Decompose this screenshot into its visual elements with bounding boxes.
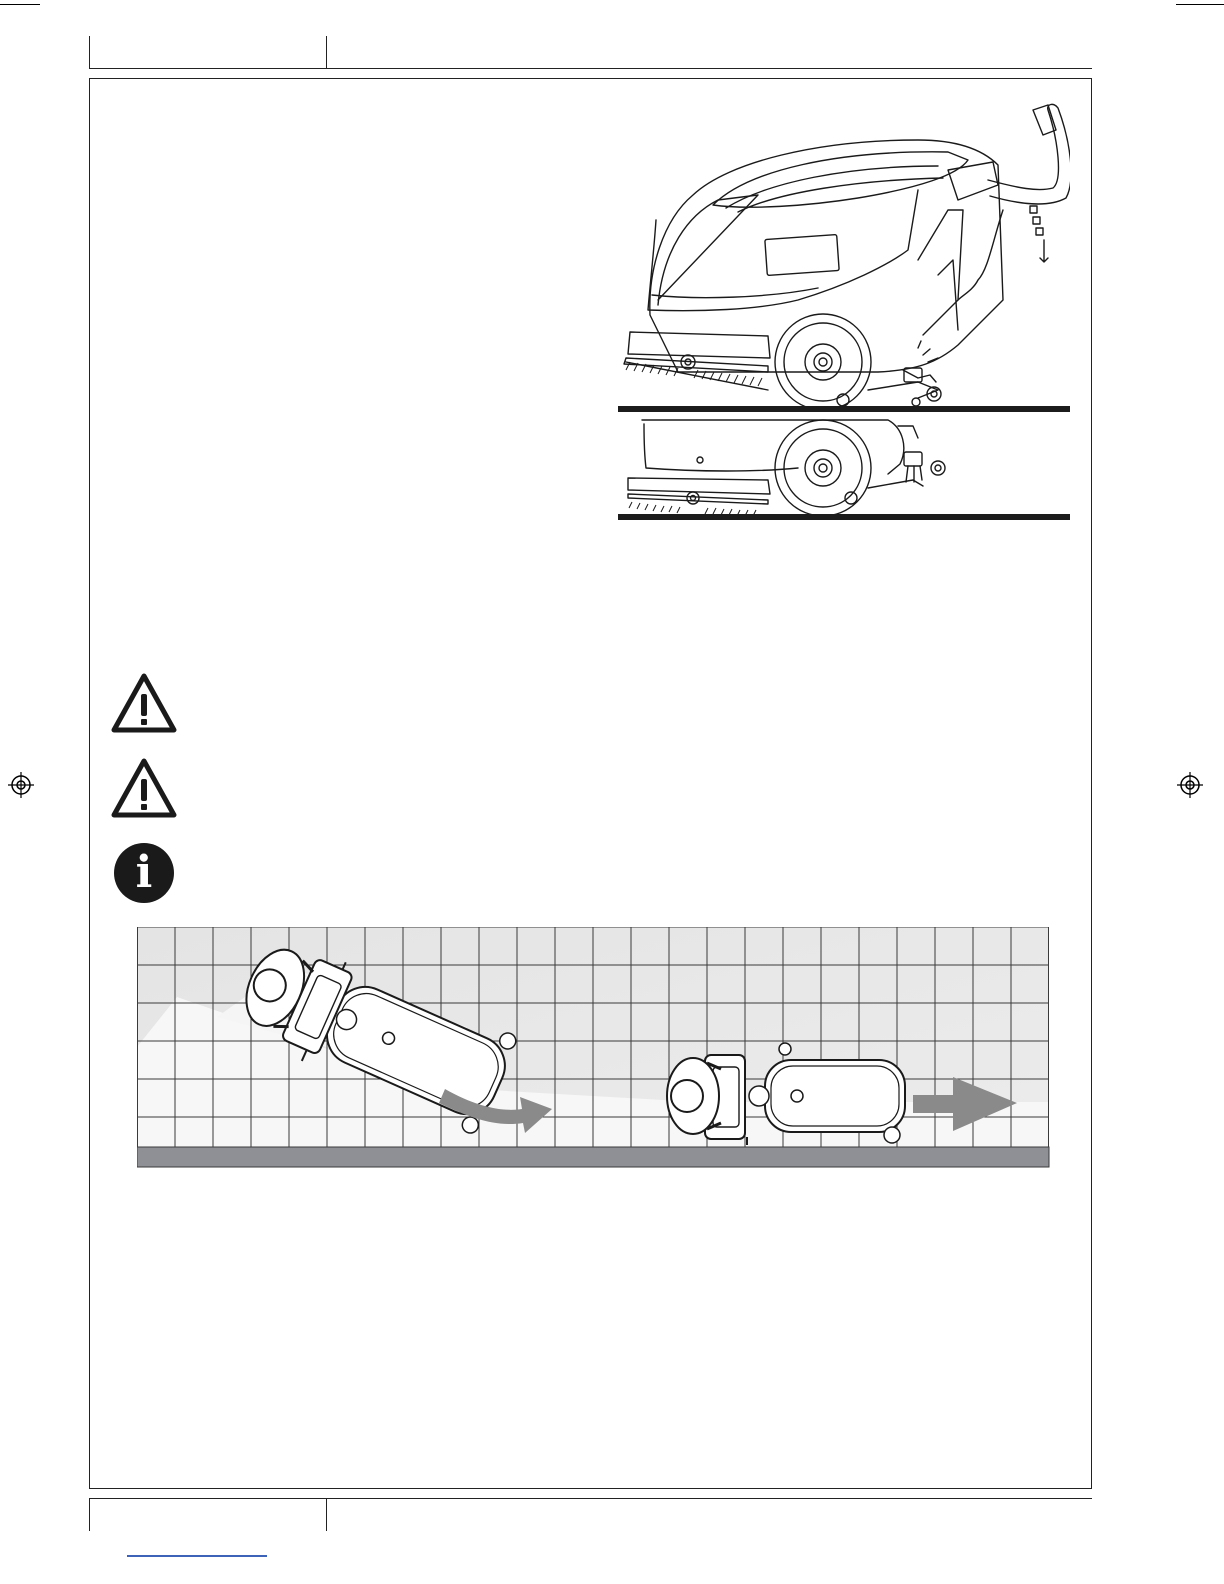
footer-link-underline[interactable] <box>127 1555 267 1557</box>
crop-mark-top-right <box>1176 4 1224 5</box>
warning-triangle-icon <box>110 757 178 819</box>
scrubbing-path-top-view-icon <box>137 927 1050 1169</box>
floor-scrubber-side-view-icon <box>618 100 1070 416</box>
registration-mark-left <box>8 772 34 798</box>
footer-divider-tick <box>326 1498 327 1531</box>
floor-scrubber-lowered-view-icon <box>618 418 1070 522</box>
footer-left-tick <box>89 1498 90 1531</box>
info-icon <box>114 843 174 903</box>
footer-rule <box>89 1498 1092 1499</box>
registration-mark-right <box>1177 772 1203 798</box>
crop-mark-top-left <box>0 4 40 5</box>
header-left-tick <box>89 36 90 69</box>
header-rule <box>89 68 1092 69</box>
info-icon-glyph: i <box>135 847 153 898</box>
warning-triangle-icon <box>110 672 178 734</box>
header-divider-tick <box>326 36 327 69</box>
